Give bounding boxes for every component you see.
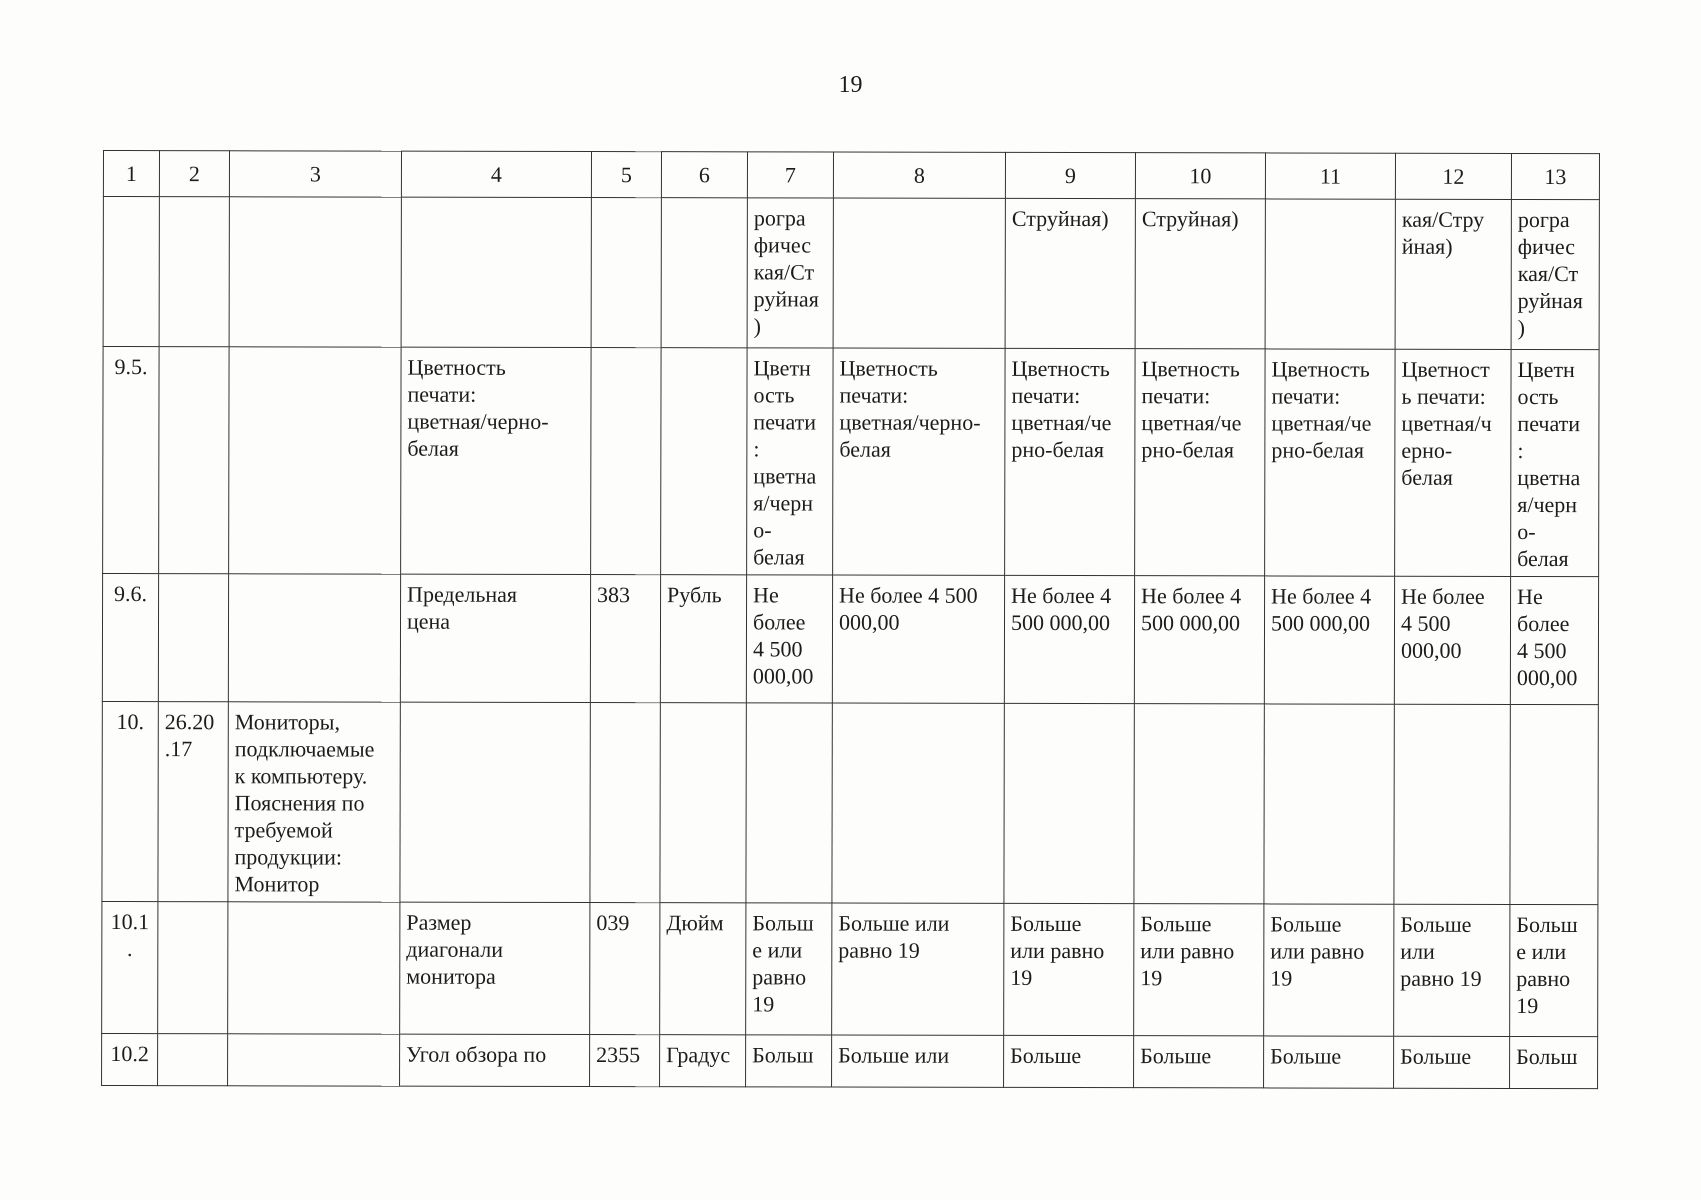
column-number: 4 xyxy=(401,151,591,197)
table-cell: Больше xyxy=(1264,1036,1394,1088)
column-number: 1 xyxy=(103,151,159,197)
table-cell xyxy=(158,1034,228,1086)
table-cell xyxy=(1510,704,1598,904)
table-cell xyxy=(590,703,660,903)
table-cell xyxy=(229,197,401,347)
table-cell xyxy=(1264,704,1394,904)
table-cell: Не более 4 500 000,00 xyxy=(1394,576,1510,704)
table-cell: Не более 4 500 000,00 xyxy=(1134,576,1264,704)
table-cell: Больше или равно 19 xyxy=(1134,904,1264,1036)
table-cell: Больше xyxy=(1004,1035,1134,1087)
table-cell: Не более 4 500 000,00 xyxy=(832,575,1004,703)
table-cell: Не более 4 500 000,00 xyxy=(1004,575,1134,703)
table-cell: Рубль xyxy=(660,575,746,703)
table-cell: Больш xyxy=(746,1035,832,1087)
table-cell: Дюйм xyxy=(660,903,746,1035)
table-row xyxy=(102,574,1598,705)
table-cell: Больше или xyxy=(832,1035,1004,1087)
table-cell xyxy=(1265,199,1395,349)
column-number: 3 xyxy=(229,151,401,197)
table-cell xyxy=(228,902,400,1034)
table-cell xyxy=(1004,703,1134,903)
table-cell xyxy=(400,702,590,902)
table-cell: 039 xyxy=(590,903,660,1035)
table-cell: Размер диагонали монитора xyxy=(400,902,590,1034)
table-cell: Не более 4 500 000,00 xyxy=(1510,576,1598,704)
table-cell xyxy=(1394,704,1510,904)
table-cell: Больше xyxy=(1134,1036,1264,1088)
table-cell xyxy=(159,197,229,347)
table-cell xyxy=(833,198,1005,348)
table-cell: Больш xyxy=(1510,1036,1598,1088)
table-cell xyxy=(158,902,228,1034)
table-cell xyxy=(228,574,400,702)
table-cell xyxy=(660,703,746,903)
table-cell: Предельная цена xyxy=(400,574,590,702)
table-cell: Больш е или равно 19 xyxy=(1510,904,1598,1036)
table-cell xyxy=(746,703,832,903)
table-cell xyxy=(591,198,661,348)
table-cell xyxy=(229,347,401,574)
row-index-cell: 10.2 xyxy=(102,1033,158,1085)
column-number: 9 xyxy=(1005,152,1135,198)
table-cell: 2355 xyxy=(590,1035,660,1087)
table-cell: рогра фичес кая/Ст руйная ) xyxy=(1511,199,1599,349)
table-cell: Цветность печати: цветная/че рно-белая xyxy=(1135,349,1265,576)
table-cell xyxy=(158,574,228,702)
table-cell xyxy=(661,198,747,348)
table-cell: Не более 4 500 000,00 xyxy=(746,575,832,703)
column-number: 2 xyxy=(159,151,229,197)
table-cell: Цветн ость печати : цветна я/черн о- белая xyxy=(747,348,833,575)
table-cell: Больше xyxy=(1394,1036,1510,1088)
table-cell: Больше или равно 19 xyxy=(832,903,1004,1035)
table-cell: Угол обзора по xyxy=(400,1034,590,1086)
table-cell: Больше или равно 19 xyxy=(1394,904,1510,1036)
table-cell: Больше или равно 19 xyxy=(1004,903,1134,1035)
table-row xyxy=(103,347,1599,577)
table-cell: Струйная) xyxy=(1005,198,1135,348)
table-cell xyxy=(228,1034,400,1086)
table-cell: Больш е или равно 19 xyxy=(746,903,832,1035)
column-number: 7 xyxy=(747,152,833,198)
table-cell xyxy=(591,348,661,575)
table-cell: Цветность печати: цветная/черно- белая xyxy=(401,347,591,574)
table-cell: рогра фичес кая/Ст руйная ) xyxy=(747,198,833,348)
table-row xyxy=(102,1033,1598,1088)
column-number: 5 xyxy=(591,152,661,198)
table-cell: 26.20 .17 xyxy=(158,702,228,902)
table-cell: 383 xyxy=(590,575,660,703)
table-cell: Цветн ость печати : цветна я/черн о- белая xyxy=(1511,349,1599,576)
column-number: 8 xyxy=(833,152,1005,198)
table-wrapper xyxy=(101,150,1599,1089)
specification-table xyxy=(101,150,1600,1089)
table-cell: Цветность печати: цветная/че рно-белая xyxy=(1005,348,1135,575)
row-index-cell: 9.6. xyxy=(102,574,158,702)
table-cell xyxy=(832,703,1004,903)
table-cell xyxy=(159,347,229,574)
table-cell xyxy=(401,197,591,347)
column-number: 6 xyxy=(661,152,747,198)
table-cell: Градус xyxy=(660,1035,746,1087)
row-index-cell: 9.5. xyxy=(103,347,159,574)
table-row xyxy=(103,197,1599,350)
table-body xyxy=(102,151,1600,1089)
row-index-cell: 10.1 . xyxy=(102,901,158,1033)
row-index-cell: 10. xyxy=(102,701,158,901)
table-row xyxy=(102,701,1598,904)
table-cell: Струйная) xyxy=(1135,199,1265,349)
table-cell: кая/Стру йная) xyxy=(1395,199,1511,349)
table-cell: Не более 4 500 000,00 xyxy=(1264,576,1394,704)
table-cell: Больше или равно 19 xyxy=(1264,904,1394,1036)
header-row xyxy=(103,151,1599,200)
column-number: 13 xyxy=(1511,153,1599,199)
table-cell: Цветност ь печати: цветная/ч ерно- белая xyxy=(1395,349,1511,576)
table-row xyxy=(102,901,1598,1036)
column-number: 11 xyxy=(1265,153,1395,199)
table-cell xyxy=(661,348,747,575)
column-number: 10 xyxy=(1135,153,1265,199)
column-number: 12 xyxy=(1395,153,1511,199)
row-index-cell xyxy=(103,197,159,347)
table-cell: Цветность печати: цветная/черно- белая xyxy=(833,348,1005,575)
table-cell xyxy=(1134,704,1264,904)
table-cell: Мониторы, подключаемые к компьютеру. Пояснения по требуемой продукции: Монитор xyxy=(228,702,400,902)
table-cell: Цветность печати: цветная/че рно-белая xyxy=(1265,349,1395,576)
page-number: 19 xyxy=(838,72,863,98)
